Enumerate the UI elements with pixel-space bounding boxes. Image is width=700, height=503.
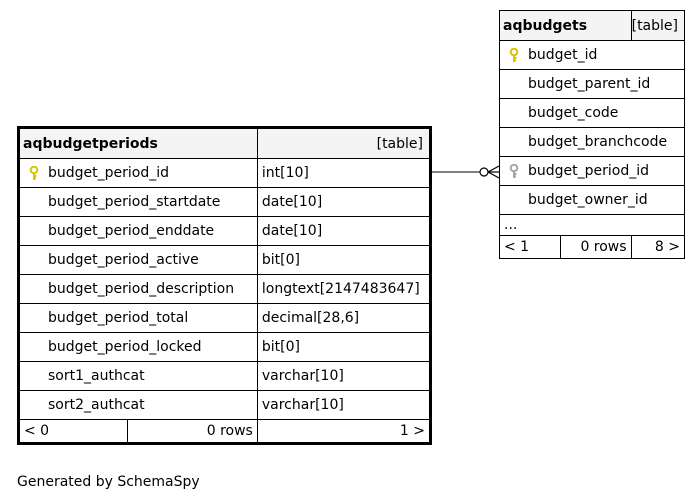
column-name-text: budget_branchcode xyxy=(528,134,668,150)
more-columns-indicator: ... xyxy=(500,215,685,236)
column-name[interactable] xyxy=(500,99,685,128)
column-row xyxy=(500,99,685,128)
column-row xyxy=(500,157,685,186)
column-name-text: budget_period_description xyxy=(48,281,235,297)
table-header xyxy=(19,128,431,159)
column-type: bit[0] xyxy=(257,333,430,362)
column-row xyxy=(500,128,685,157)
parents-count[interactable]: < 1 xyxy=(500,236,561,259)
column-type: int[10] xyxy=(257,159,430,188)
table-footer xyxy=(19,420,431,444)
column-name-text: budget_id xyxy=(528,47,598,63)
crowfoot-upper xyxy=(488,166,499,172)
column-row xyxy=(19,159,431,188)
column-name-text: budget_period_startdate xyxy=(48,194,221,210)
column-row xyxy=(19,275,431,304)
column-name[interactable] xyxy=(19,159,258,188)
column-name[interactable] xyxy=(19,362,258,391)
column-row xyxy=(19,246,431,275)
more-columns-row xyxy=(500,215,685,236)
column-type: varchar[10] xyxy=(257,391,430,420)
children-count[interactable]: 1 > xyxy=(257,420,430,444)
table-name[interactable]: aqbudgets xyxy=(500,11,632,41)
column-name[interactable] xyxy=(500,41,685,70)
column-name[interactable] xyxy=(19,304,258,333)
column-name[interactable] xyxy=(500,128,685,157)
key-icon xyxy=(509,48,519,63)
column-name-text: budget_period_total xyxy=(48,310,189,326)
table-footer xyxy=(500,236,685,259)
column-name-text: budget_parent_id xyxy=(528,76,651,92)
column-type: date[10] xyxy=(257,188,430,217)
column-name-text: budget_period_active xyxy=(48,252,199,268)
column-name[interactable] xyxy=(19,217,258,246)
column-name[interactable] xyxy=(19,188,258,217)
column-type: bit[0] xyxy=(257,246,430,275)
rows-count: 0 rows xyxy=(127,420,257,444)
column-name[interactable] xyxy=(500,157,685,186)
column-name-text: sort2_authcat xyxy=(48,397,145,413)
column-name[interactable] xyxy=(500,186,685,215)
table-name[interactable]: aqbudgetperiods xyxy=(19,128,258,159)
column-name-text: budget_period_id xyxy=(528,163,650,179)
table-kind: [table] xyxy=(257,128,430,159)
column-row xyxy=(19,304,431,333)
column-name-text: sort1_authcat xyxy=(48,368,145,384)
column-name[interactable] xyxy=(19,391,258,420)
column-name[interactable] xyxy=(19,246,258,275)
column-name-text: budget_period_id xyxy=(48,165,170,181)
parents-count[interactable]: < 0 xyxy=(19,420,128,444)
column-type: decimal[28,6] xyxy=(257,304,430,333)
table-kind: [table] xyxy=(631,11,684,41)
column-row xyxy=(19,333,431,362)
zero-optional-circle xyxy=(480,168,488,176)
table-aqbudgetperiods[interactable] xyxy=(17,126,432,445)
key-icon xyxy=(29,166,39,181)
column-type: date[10] xyxy=(257,217,430,246)
column-name-text: budget_period_enddate xyxy=(48,223,215,239)
table-aqbudgets[interactable] xyxy=(499,10,685,259)
generated-by-note: Generated by SchemaSpy xyxy=(17,474,200,490)
column-row xyxy=(500,70,685,99)
column-type: longtext[2147483647] xyxy=(257,275,430,304)
children-count[interactable]: 8 > xyxy=(631,236,684,259)
column-name-text: budget_code xyxy=(528,105,619,121)
column-row xyxy=(19,188,431,217)
key-icon xyxy=(509,164,519,179)
column-type: varchar[10] xyxy=(257,362,430,391)
column-name-text: budget_owner_id xyxy=(528,192,648,208)
column-row xyxy=(19,362,431,391)
rows-count: 0 rows xyxy=(561,236,631,259)
column-name[interactable] xyxy=(500,70,685,99)
column-row xyxy=(19,391,431,420)
crowfoot-lower xyxy=(488,172,499,178)
column-name-text: budget_period_locked xyxy=(48,339,202,355)
table-header xyxy=(500,11,685,41)
column-row xyxy=(19,217,431,246)
column-name[interactable] xyxy=(19,275,258,304)
column-name[interactable] xyxy=(19,333,258,362)
column-row xyxy=(500,186,685,215)
column-row xyxy=(500,41,685,70)
